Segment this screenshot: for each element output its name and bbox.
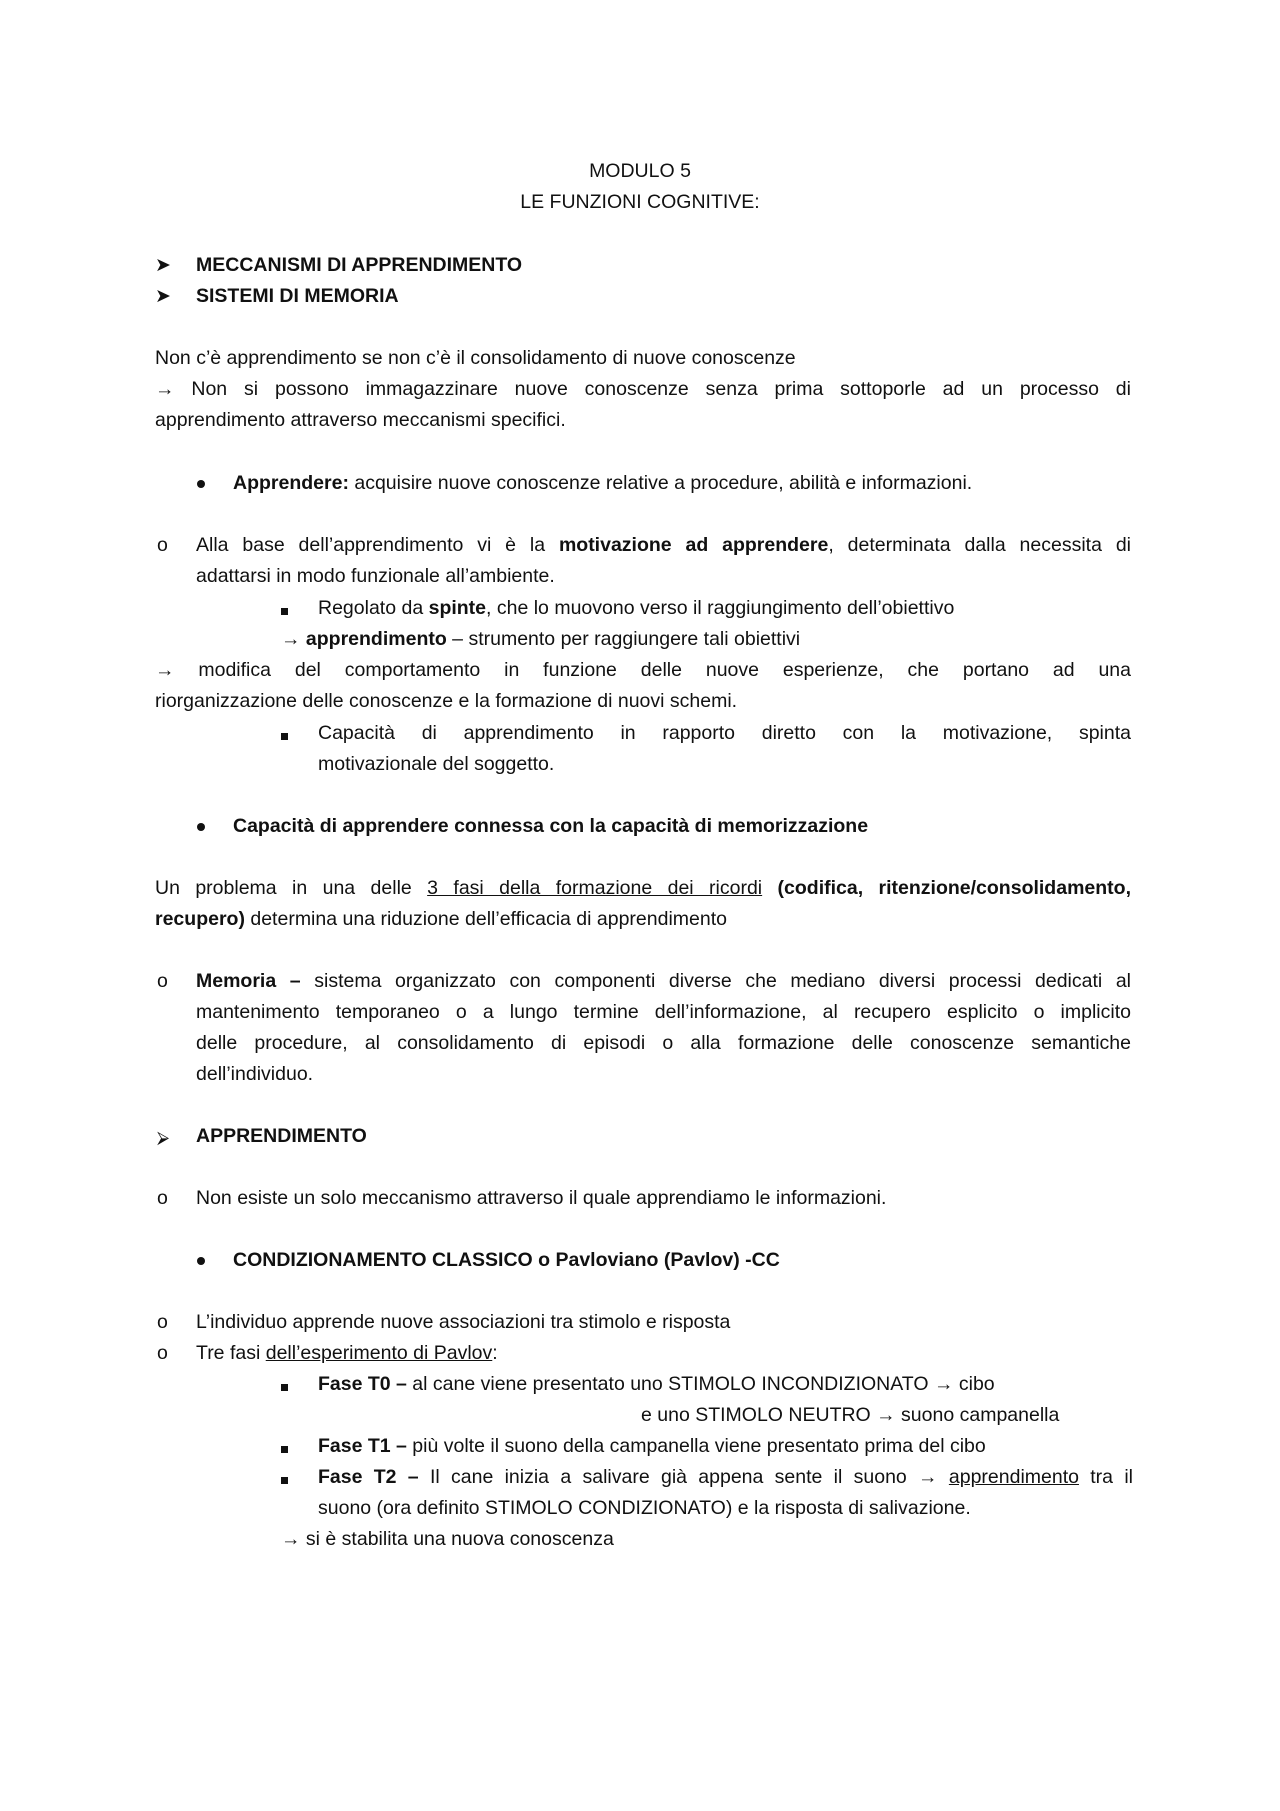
bullet-dot-icon: [197, 480, 205, 488]
capacita-memorizzazione: Capacità di apprendere connessa con la capacità di memorizzazione: [233, 815, 869, 837]
condizionamento-heading: CONDIZIONAMENTO CLASSICO o Pavloviano (Pavlov) -CC: [233, 1249, 780, 1271]
circle-bullet-marker: o: [157, 970, 168, 992]
fase-t0-line-1: Fase T0 – al cane viene presentato uno STIMOLO INCONDIZIONATO → cibo: [318, 1373, 995, 1395]
fase-t1-line: Fase T1 – più volte il suono della campanella viene presentato prima del cibo: [318, 1435, 986, 1457]
motivazione-line-1: Alla base dell’apprendimento vi è la motivazione ad apprendere, determinata dalla necessita di: [196, 534, 1131, 556]
bullet-dot-icon: [197, 823, 205, 831]
capacita-motivazione-line-1: Capacità di apprendimento in rapporto diretto con la motivazione, spinta: [318, 722, 1131, 744]
intro-line-1: Non c’è apprendimento se non c’è il consolidamento di nuove conoscenze: [155, 347, 796, 369]
modifica-line-2: riorganizzazione delle conoscenze e la formazione di nuovi schemi.: [155, 690, 738, 712]
square-bullet-icon: [281, 733, 288, 740]
individuo-line: L’individuo apprende nuove associazioni tra stimolo e risposta: [196, 1311, 731, 1333]
apprendimento-strumento-line: → apprendimento – strumento per raggiungere tali obiettivi: [281, 628, 801, 650]
intro-line-2: → Non si possono immagazzinare nuove conoscenze senza prima sottoporle ad un processo di: [155, 378, 1131, 400]
fase-t2-line-2: suono (ora definito STIMOLO CONDIZIONATO) e la risposta di salivazione.: [318, 1497, 971, 1519]
module-title: MODULO 5: [589, 160, 691, 182]
heading-apprendimento: APPRENDIMENTO: [196, 1125, 367, 1147]
apprendere-definition: Apprendere: acquisire nuove conoscenze relative a procedure, abilità e informazioni.: [233, 472, 973, 494]
arrowhead-bullet-icon: ➤: [155, 286, 171, 307]
circle-bullet-marker: o: [157, 1187, 168, 1209]
module-subtitle: LE FUNZIONI COGNITIVE:: [520, 191, 760, 213]
modifica-line-1: → modifica del comportamento in funzione delle nuove esperienze, che portano ad una: [155, 659, 1131, 681]
memoria-line-1: Memoria – sistema organizzato con componenti diverse che mediano diversi processi dedicati al: [196, 970, 1131, 992]
conclusione-line: → si è stabilita una nuova conoscenza: [281, 1528, 614, 1550]
capacita-motivazione-line-2: motivazionale del soggetto.: [318, 753, 555, 775]
memoria-line-2: mantenimento temporaneo o a lungo termine dell’informazione, al recupero esplicito o implicito: [196, 1001, 1131, 1023]
heading-meccanismi: MECCANISMI DI APPRENDIMENTO: [196, 254, 523, 276]
problema-line-1: Un problema in una delle 3 fasi della formazione dei ricordi (codifica, ritenzione/consolidamento,: [155, 877, 1131, 899]
non-esiste-line: Non esiste un solo meccanismo attraverso il quale apprendiamo le informazioni.: [196, 1187, 887, 1209]
circle-bullet-marker: o: [157, 1311, 168, 1333]
square-bullet-icon: [281, 1384, 288, 1391]
fase-t0-line-2: e uno STIMOLO NEUTRO → suono campanella: [641, 1404, 1060, 1426]
intro-line-3: apprendimento attraverso meccanismi specifici.: [155, 409, 566, 431]
square-bullet-icon: [281, 1446, 288, 1453]
motivazione-line-2: adattarsi in modo funzionale all’ambiente.: [196, 565, 555, 587]
fase-t2-line-1: Fase T2 – Il cane inizia a salivare già appena sente il suono → apprendimento tra il: [318, 1466, 1133, 1488]
bullet-dot-icon: [197, 1257, 205, 1265]
circle-bullet-marker: o: [157, 534, 168, 556]
memoria-line-3: delle procedure, al consolidamento di episodi o alla formazione delle conoscenze semantiche: [196, 1032, 1131, 1054]
square-bullet-icon: [281, 608, 288, 615]
arrowhead-bullet-icon: ➤: [155, 255, 171, 276]
circle-bullet-marker: o: [157, 1342, 168, 1364]
memoria-line-4: dell’individuo.: [196, 1063, 314, 1085]
outlined-arrowhead-icon: ⮚: [157, 1128, 170, 1147]
problema-line-2: recupero) determina una riduzione dell’efficacia di apprendimento: [155, 908, 727, 930]
tre-fasi-line: Tre fasi dell’esperimento di Pavlov:: [196, 1342, 498, 1364]
heading-sistemi-memoria: SISTEMI DI MEMORIA: [196, 285, 399, 307]
regolato-line: Regolato da spinte, che lo muovono verso il raggiungimento dell’obiettivo: [318, 597, 955, 619]
square-bullet-icon: [281, 1477, 288, 1484]
